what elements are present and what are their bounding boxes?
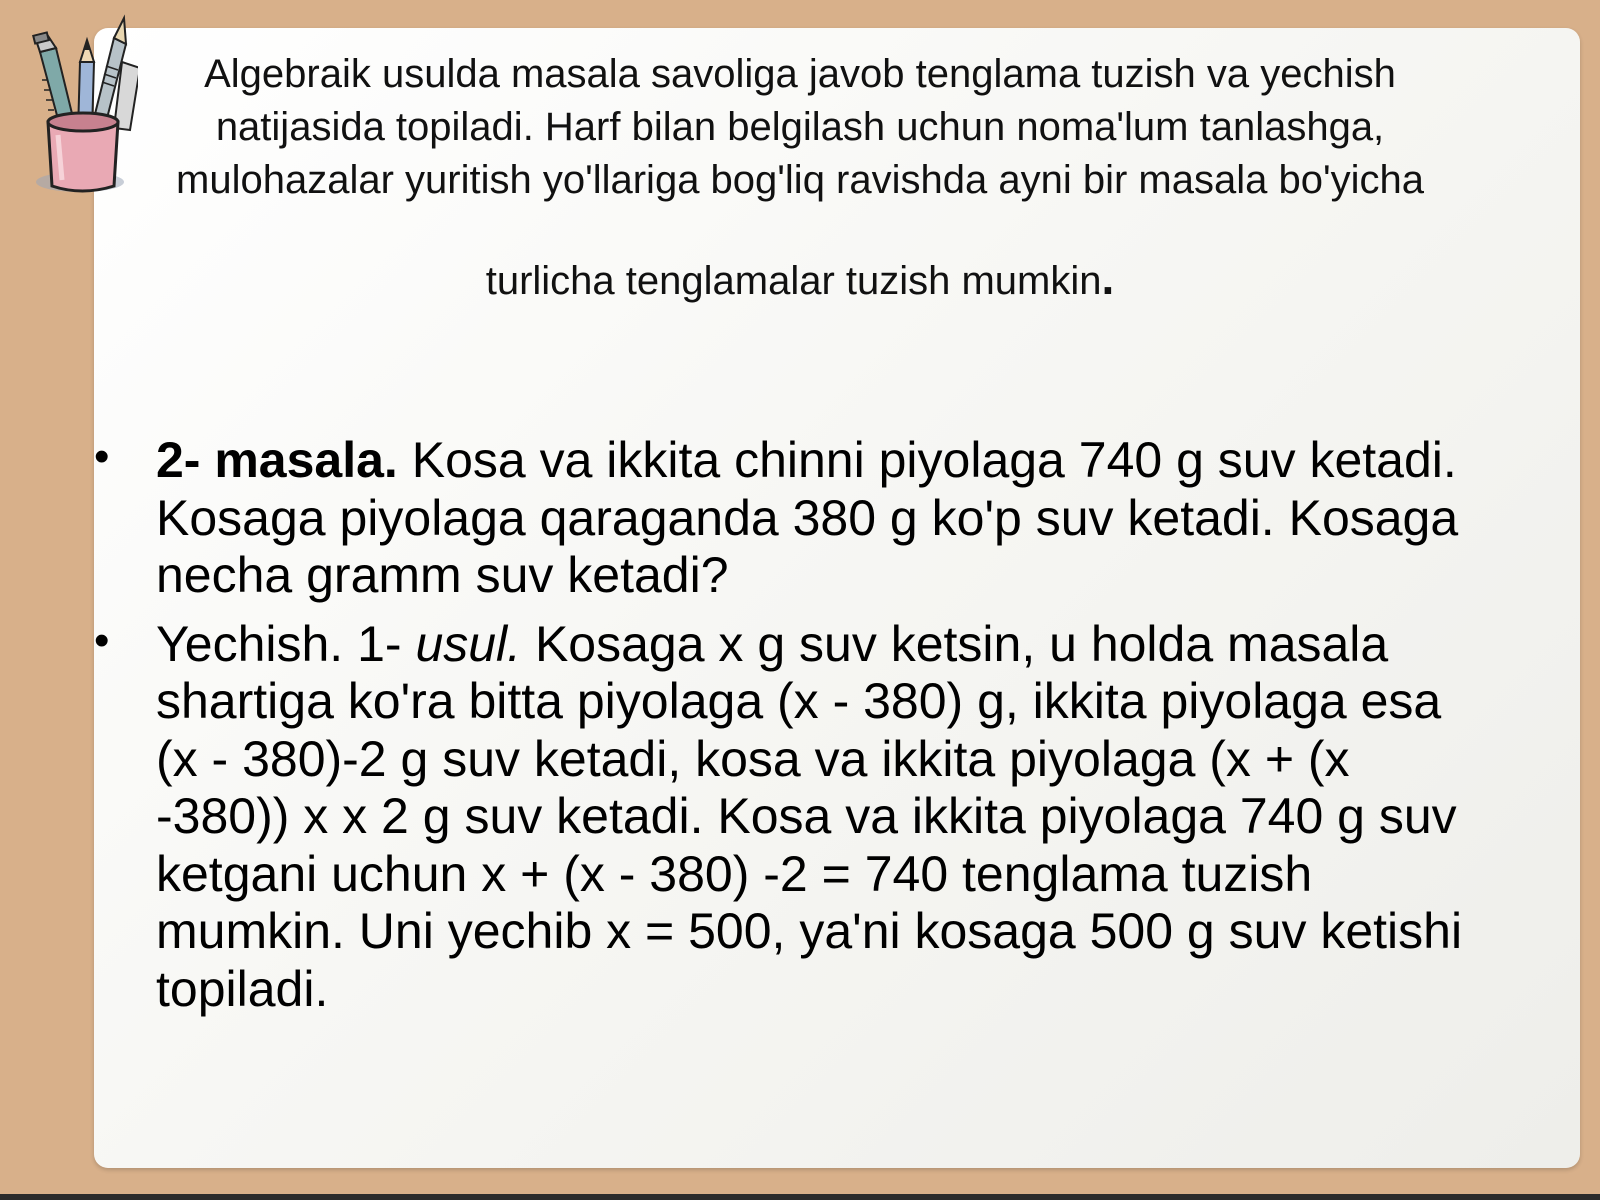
heading-line-4: turlicha tenglamalar tuzish mumkin	[485, 259, 1102, 303]
bullet-marker: •	[94, 432, 110, 481]
heading-line-2: natijasida topiladi. Harf bilan belgilash uchun noma'lum tanlashga,	[215, 105, 1385, 149]
heading-period: .	[1101, 252, 1115, 304]
solution-method: usul.	[415, 615, 522, 672]
bullet-list	[94, 432, 1494, 1029]
heading-line-4-wrap	[100, 252, 1500, 307]
heading-line-3: mulohazalar yuritish yo'llariga bog'liq ravishda ayni bir masala bo'yicha	[176, 158, 1424, 202]
bullet-marker: •	[94, 615, 110, 665]
heading-line-1: Algebraik usulda masala savoliga javob tenglama tuzish va yechish	[204, 52, 1396, 96]
solution-text: Kosaga x g suv ketsin, u holda masala shartiga ko'ra bitta piyolaga (x - 380) g, ikkita piyolaga esa (x - 380)-2 g suv ketadi, kosa va ikkita piyolaga (x + (x -380)) x x 2 g suv ketadi. Kosa va ikkita piyolaga 740 g suv ketgani uchun x + (x - 380) -2 = 740 tenglama tuzish mumkin. Uni yechib x = 500, ya'ni kosaga 500 g suv ketishi topiladi.	[156, 615, 1463, 1017]
bullet-item-solution	[94, 616, 1494, 1019]
heading-text	[100, 48, 1500, 207]
bullet-item-problem	[94, 432, 1494, 605]
problem-label: 2- masala.	[156, 432, 398, 488]
solution-prefix: Yechish. 1-	[156, 615, 416, 672]
bottom-strip	[0, 1194, 1600, 1200]
problem-text: Kosa va ikkita chinni piyolaga 740 g suv ketadi. Kosaga piyolaga qaraganda 380 g ko'p suv ketadi. Kosaga necha gramm suv ketadi?	[156, 432, 1459, 603]
